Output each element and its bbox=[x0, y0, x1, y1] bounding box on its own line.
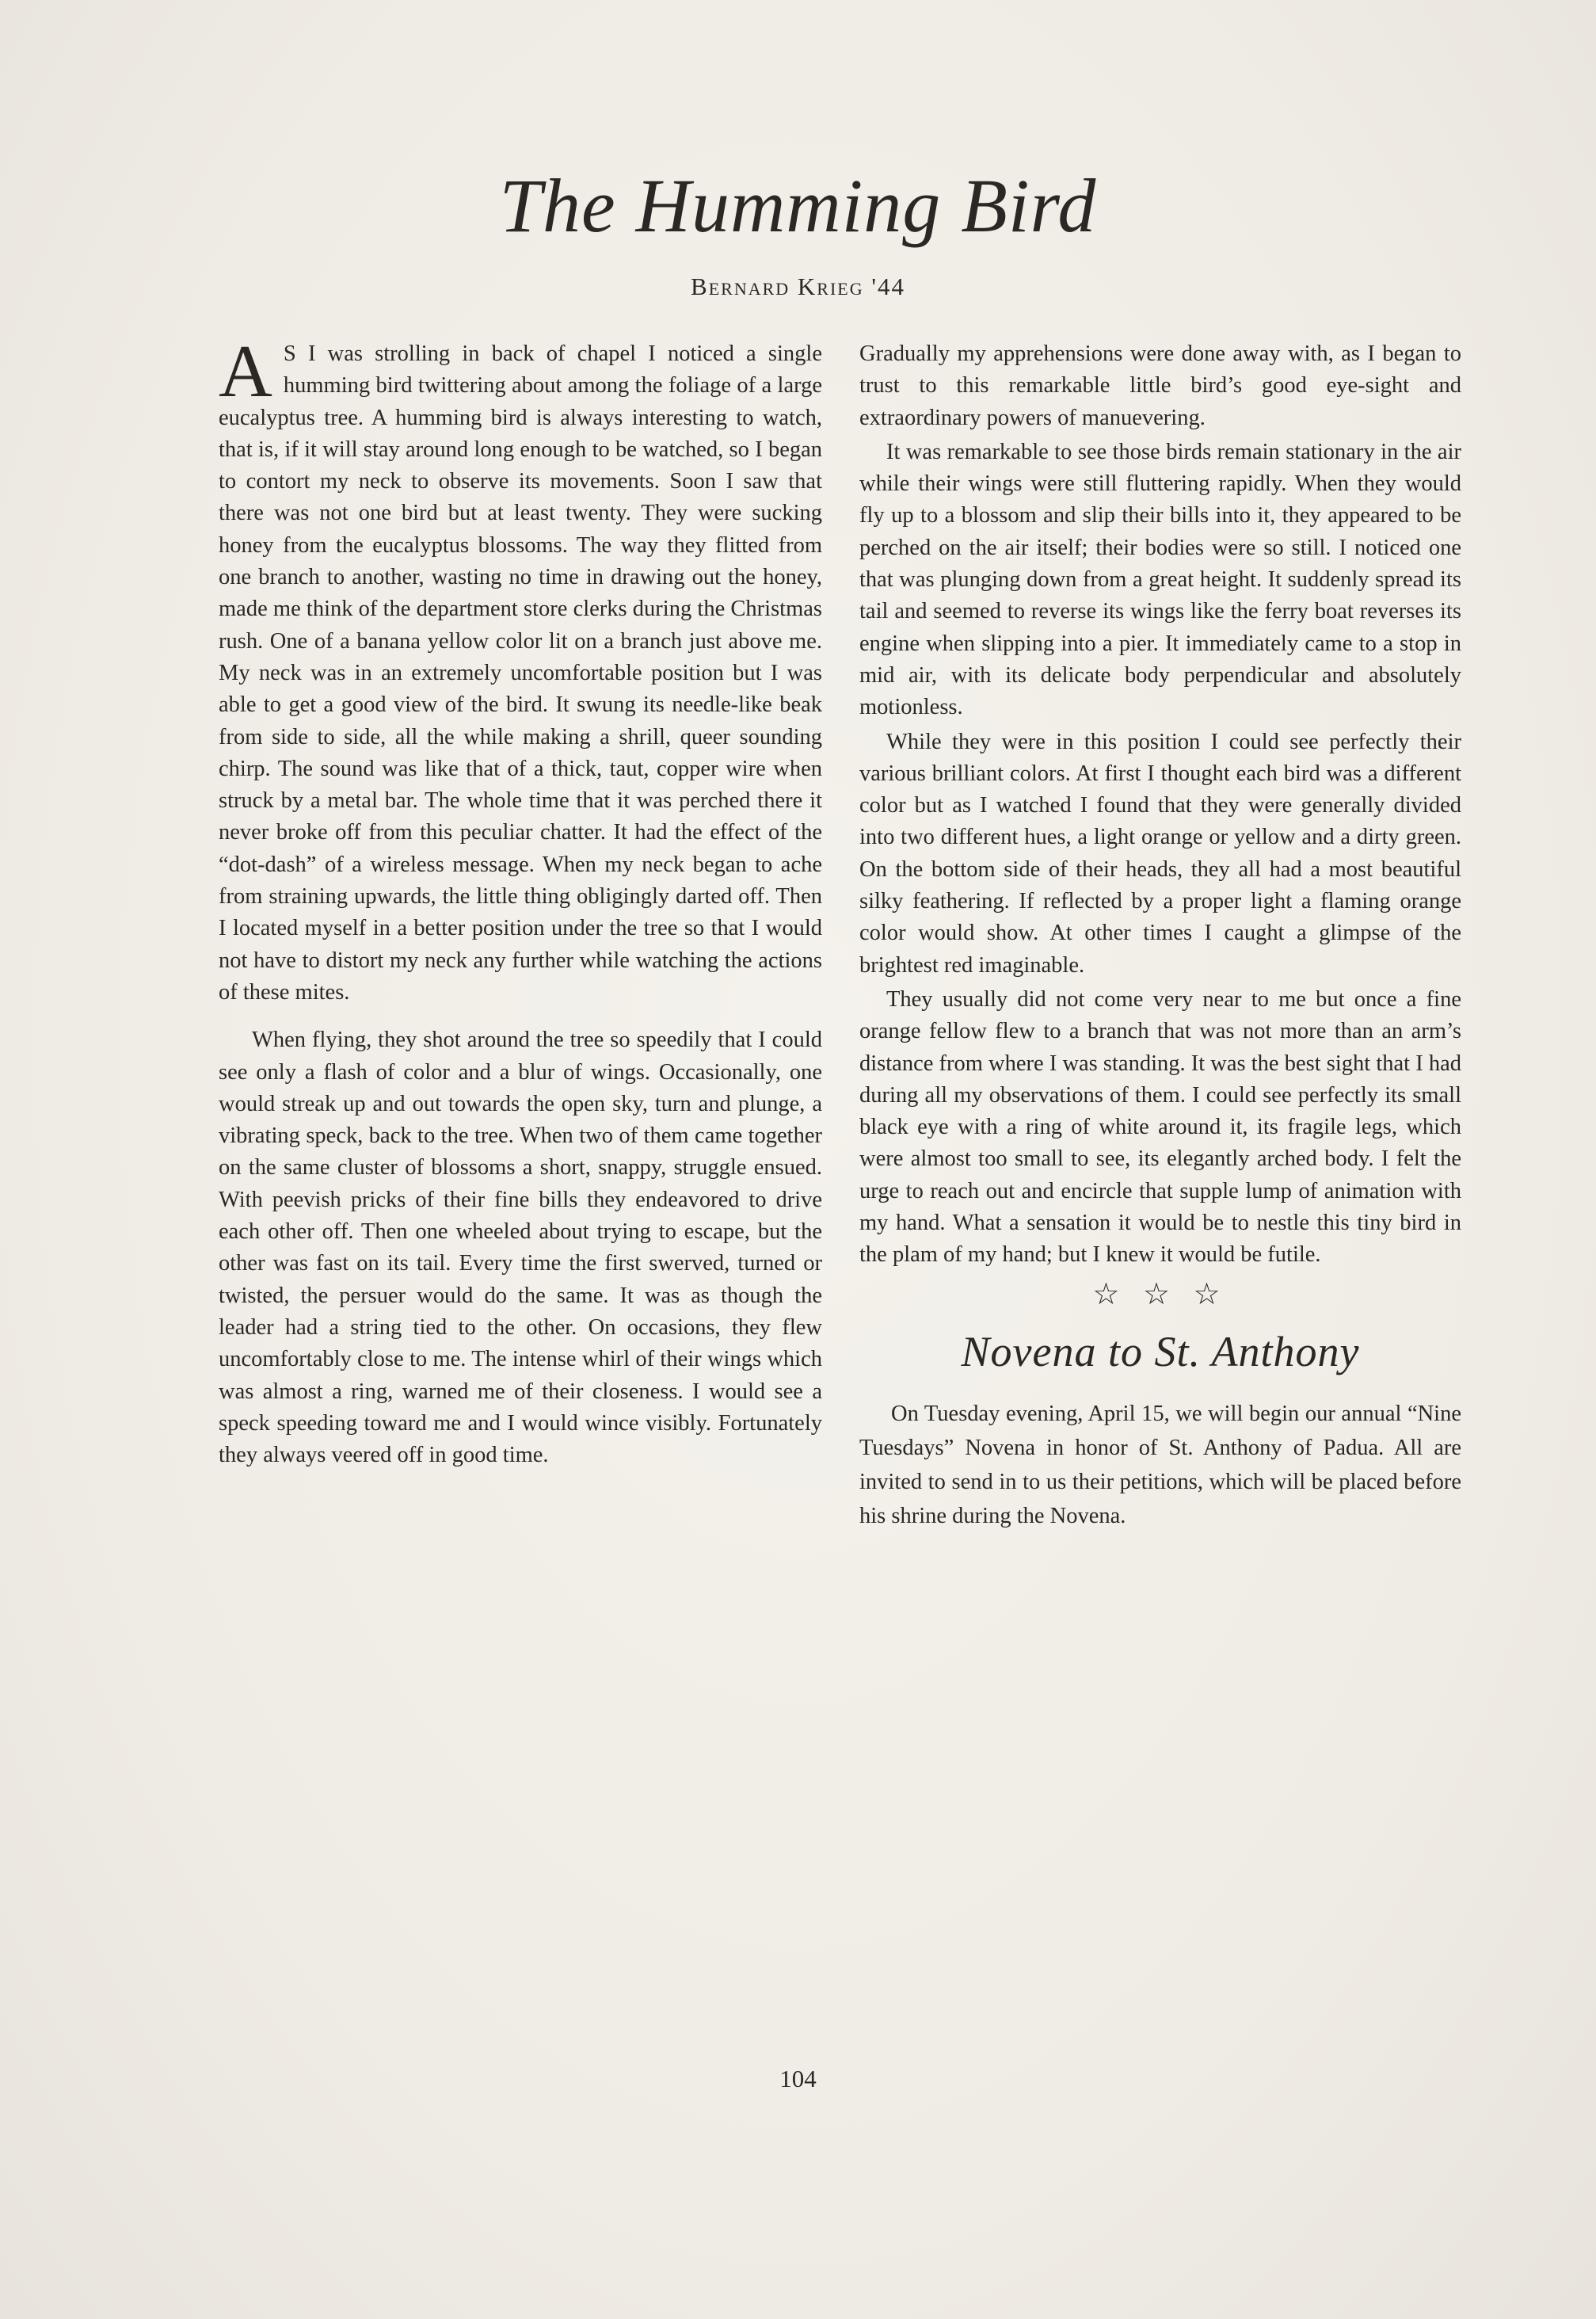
article-title: The Humming Bird bbox=[499, 163, 1097, 248]
right-column bbox=[859, 338, 1461, 1533]
article-paragraph: When flying, they shot around the tree so speedily that I could see only a flash of color and a blur of wings. Occasionally, one would streak up and out towards the open sky, turn and plunge, a vibrating speck, back to the tree. When two of them came together on the same cluster of blossoms a short, snappy, struggle ensued. With peevish pricks of their fine bills they endeavored to drive each other off. Then one wheeled about trying to escape, but the other was fast on its tail. Every time the first swerved, turned or twisted, the persuer would do the same. It was as though the leader had a string tied to the other. On occasions, they flew uncomfortably close to me. The intense whirl of their wings which was almost a ring, warned me of their closeness. I would see a speck speeding toward me and I would wince visibly. Fortunately they always veered off in good time. bbox=[219, 1028, 822, 1468]
drop-cap: A bbox=[219, 330, 272, 413]
article-paragraph bbox=[219, 330, 822, 1009]
left-column bbox=[219, 330, 822, 1471]
article-paragraph: It was remarkable to see those birds remain stationary in the air while their wings were still fluttering rapidly. When they would fly up to a blossom and slip their bills into it, they appeared to be perched on the air itself; their bodies were so still. I noticed one that was plunging down from a great height. It suddenly spread its tail and seemed to reverse its wings like the ferry boat reverses its engine when slipping into a pier. It immediately came to a stop in mid air, with its delicate body perpendicular and absolutely motionless. bbox=[859, 439, 1461, 720]
star-separator: ☆ ☆ ☆ bbox=[1092, 1277, 1228, 1311]
paragraph-text: S I was strolling in back of chapel I noticed a single humming bird twittering about among the foliage of a large eucalyptus tree. A humming bird is always interesting to watch, that is, if it will stay around long enough to be watched, so I began to contort my neck to observe its movements. Soon I saw that there was not one bird but at least twenty. They were sucking honey from the eucalyptus blossoms. The way they flitted from one branch to another, wasting no time in drawing out the honey, made me think of the department store clerks during the Christmas rush. One of a banana yellow color lit on a branch just above me. My neck was in an extremely uncomfortable position but I was able to get a good view of the bird. It swung its needle-like beak from side to side, all the while making a shrill, queer sounding chirp. The sound was like that of a thick, taut, copper wire when struck by a metal bar. The whole time that it was perched there it never broke off from this peculiar chatter. It had the effect of the “dot-dash” of a wireless message. When my neck began to ache from straining upwards, the little thing obligingly darted off. Then I located myself in a better position under the tree so that I would not have to distort my neck any further while watching the actions of these mites. bbox=[219, 341, 822, 1005]
notice-text: On Tuesday evening, April 15, we will begin our annual “Nine Tuesdays” Novena in honor of St. Anthony of Padua. All are invited to send in to us their petitions, which will be placed before his shrine during the Novena. bbox=[859, 1401, 1461, 1528]
article-paragraph: While they were in this position I could see perfectly their various brilliant colors. At first I thought each bird was a different color but as I watched I found that they were generally divided into two different hues, a light orange or yellow and a dirty green. On the bottom side of their heads, they all had a most beautiful silky feathering. If reflected by a proper light a flaming orange color would show. At other times I caught a glimpse of the brightest red imaginable. bbox=[859, 729, 1461, 978]
page-number: 104 bbox=[779, 2065, 817, 2092]
article-byline: Bernard Krieg '44 bbox=[691, 273, 905, 300]
article-paragraph: They usually did not come very near to me but once a fine orange fellow flew to a branch that was not more than an arm’s distance from where I was standing. It was the best sight that I had during all my observations of them. I could see perfectly its small black eye with a ring of white around it, its fragile legs, which were almost too small to see, its elegantly arched body. I felt the urge to reach out and encircle that supple lump of animation with my hand. What a sensation it would be to nestle this tiny bird in the plam of my hand; but I knew it would be futile. bbox=[859, 986, 1461, 1268]
article-paragraph: Gradually my apprehensions were done away with, as I began to trust to this remarkable little bird’s good eye-sight and extraordinary powers of manuevering. bbox=[859, 341, 1461, 430]
notice-title: Novena to St. Anthony bbox=[961, 1327, 1360, 1375]
